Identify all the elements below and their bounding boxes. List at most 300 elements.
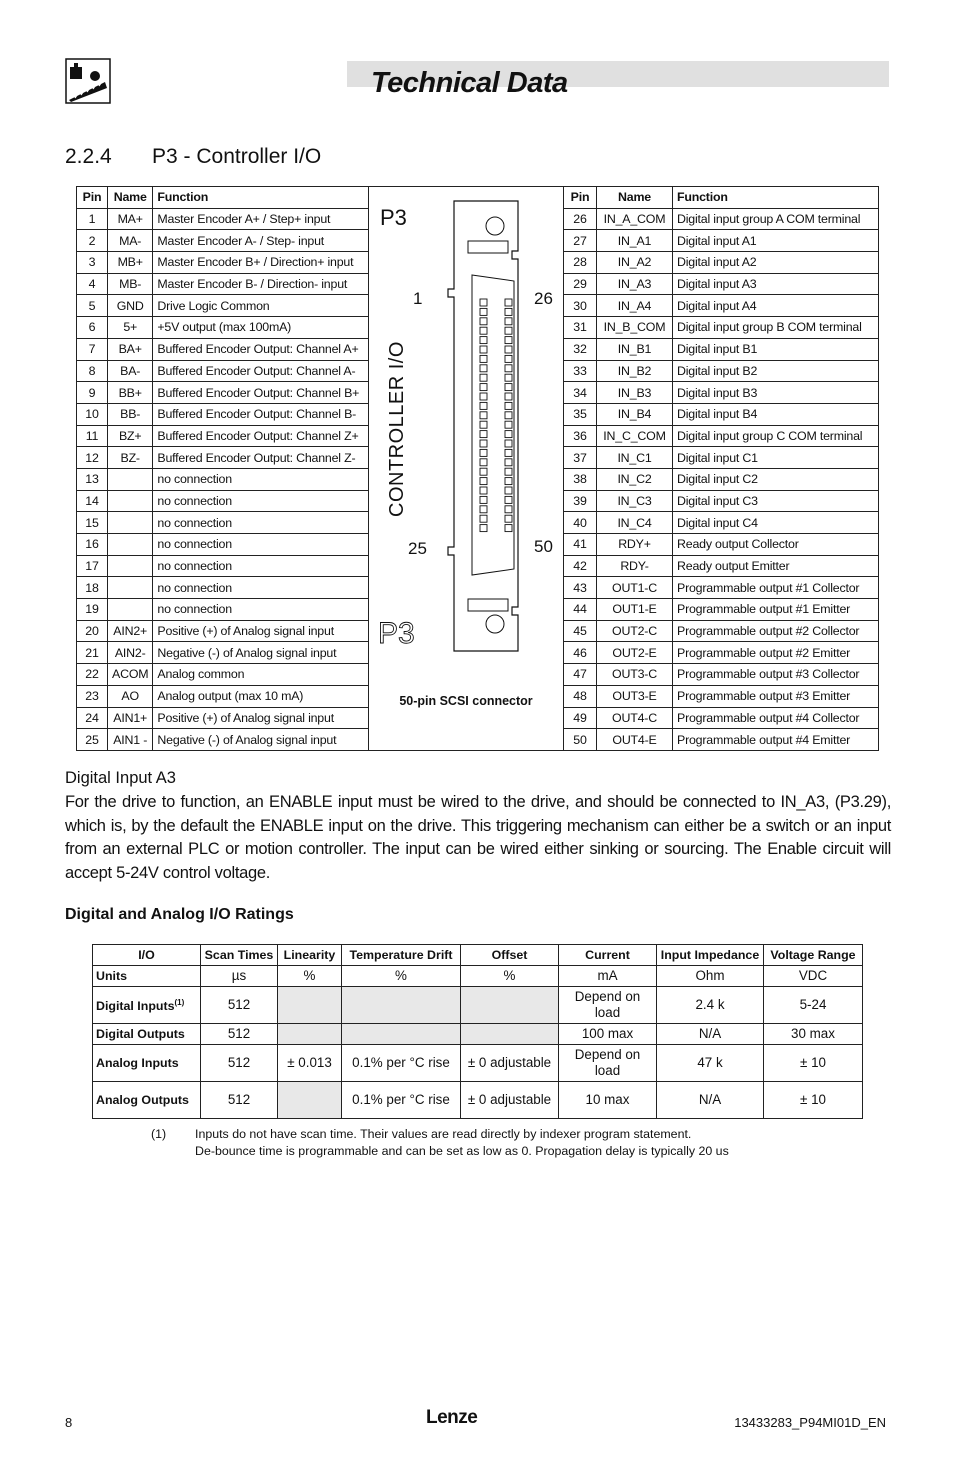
pin-function-cell: Programmable output #2 Emitter (673, 642, 879, 664)
pin-function-cell: Buffered Encoder Output: Channel B+ (153, 382, 369, 404)
pin-number-cell: 48 (564, 685, 597, 707)
cell-scan: 512 (201, 1045, 278, 1082)
table-row (77, 512, 369, 534)
connector-pin-50 (505, 525, 512, 532)
table-row (564, 317, 879, 339)
units-impedance: Ohm (657, 966, 764, 987)
pin-number-cell: 29 (564, 273, 597, 295)
row-label: Analog Inputs (93, 1045, 201, 1082)
pin-name-cell: BB+ (108, 382, 153, 404)
pin-function-cell: no connection (153, 468, 369, 490)
pin-function-cell: Negative (-) of Analog signal input (153, 642, 369, 664)
table-row (564, 382, 879, 404)
pin-function-cell: Digital input C3 (673, 490, 879, 512)
pin-function-cell: Programmable output #4 Emitter (673, 729, 879, 751)
connector-pin-23 (480, 506, 487, 513)
connector-pin-8 (480, 365, 487, 372)
pin-function-cell: no connection (153, 512, 369, 534)
table-row (77, 273, 369, 295)
table-row (564, 403, 879, 425)
units-current: mA (559, 966, 657, 987)
pin-label-1: 1 (413, 289, 423, 308)
pin-name-cell: IN_B2 (597, 360, 673, 382)
col-header-function: Function (673, 187, 879, 209)
connector-pin-32 (505, 355, 512, 362)
cell-linearity (278, 1024, 342, 1045)
pin-function-cell: Digital input B4 (673, 403, 879, 425)
ratings-col-scan: Scan Times (201, 945, 278, 966)
pin-number-cell: 11 (77, 425, 108, 447)
table-row (77, 295, 369, 317)
pin-name-cell: OUT2-E (597, 642, 673, 664)
units-drift: % (342, 966, 461, 987)
pin-number-cell: 39 (564, 490, 597, 512)
table-row (77, 338, 369, 360)
col-header-name: Name (597, 187, 673, 209)
cell-current: 100 max (559, 1024, 657, 1045)
pin-name-cell: IN_B1 (597, 338, 673, 360)
pin-name-cell: OUT3-E (597, 685, 673, 707)
cell-scan: 512 (201, 1082, 278, 1119)
connector-pin-44 (505, 468, 512, 475)
pin-name-cell: IN_B3 (597, 382, 673, 404)
pin-function-cell: Programmable output #3 Collector (673, 664, 879, 686)
table-row (564, 685, 879, 707)
pin-name-cell: IN_A1 (597, 230, 673, 252)
pin-name-cell: IN_C2 (597, 468, 673, 490)
pin-name-cell: MA- (108, 230, 153, 252)
table-row (77, 468, 369, 490)
pin-name-cell (108, 599, 153, 621)
pin-name-cell: GND (108, 295, 153, 317)
connector-pin-29 (505, 327, 512, 334)
pin-function-cell: Digital input B2 (673, 360, 879, 382)
pin-function-cell: no connection (153, 555, 369, 577)
pin-name-cell: IN_C4 (597, 512, 673, 534)
ratings-col-current: Current (559, 945, 657, 966)
connector-pin-9 (480, 374, 487, 381)
pin-name-cell: BZ- (108, 447, 153, 469)
connector-pin-31 (505, 346, 512, 353)
connector-pin-10 (480, 384, 487, 391)
table-row (564, 447, 879, 469)
pin-number-cell: 21 (77, 642, 108, 664)
ratings-col-voltage: Voltage Range (764, 945, 863, 966)
pin-name-cell: IN_A4 (597, 295, 673, 317)
pin-number-cell: 45 (564, 620, 597, 642)
ratings-heading: Digital and Analog I/O Ratings (65, 906, 294, 923)
table-row (77, 729, 369, 751)
pin-name-cell: IN_C1 (597, 447, 673, 469)
table-row (77, 360, 369, 382)
pin-name-cell: RDY- (597, 555, 673, 577)
connector-pin-33 (505, 365, 512, 372)
units-offset: % (461, 966, 559, 987)
pin-function-cell: Buffered Encoder Output: Channel A+ (153, 338, 369, 360)
pin-name-cell: IN_A2 (597, 252, 673, 274)
table-row (77, 252, 369, 274)
pin-function-cell: no connection (153, 534, 369, 556)
pin-function-cell: Buffered Encoder Output: Channel Z+ (153, 425, 369, 447)
pin-function-cell: Digital input group B COM terminal (673, 317, 879, 339)
pin-name-cell: 5+ (108, 317, 153, 339)
ratings-col-offset: Offset (461, 945, 559, 966)
pin-number-cell: 18 (77, 577, 108, 599)
ratings-col-io: I/O (93, 945, 201, 966)
table-row (77, 317, 369, 339)
units-label: Units (93, 966, 201, 987)
pin-function-cell: Digital input C4 (673, 512, 879, 534)
pin-name-cell: IN_B_COM (597, 317, 673, 339)
pin-function-cell: +5V output (max 100mA) (153, 317, 369, 339)
connector-pin-19 (480, 468, 487, 475)
pin-name-cell (108, 555, 153, 577)
digital-input-paragraph: For the drive to function, an ENABLE input must be wired to the drive, and should be connected to IN_A3, (P3.29), which is, by the default the ENABLE input on the drive. This triggering mechanism can either be a switch or an input from an external PLC or motion controller. The input can be wired either sinking or sourcing. The Enable circuit will accept 5-24V control voltage. (65, 793, 891, 882)
pin-name-cell: IN_C3 (597, 490, 673, 512)
pin-number-cell: 47 (564, 664, 597, 686)
pin-number-cell: 33 (564, 360, 597, 382)
pin-number-cell: 9 (77, 382, 108, 404)
pin-function-cell: Master Encoder A+ / Step+ input (153, 208, 369, 230)
pin-number-cell: 35 (564, 403, 597, 425)
pin-name-cell: OUT3-C (597, 664, 673, 686)
pin-number-cell: 8 (77, 360, 108, 382)
cell-offset (461, 987, 559, 1024)
cell-voltage: ± 10 (764, 1045, 863, 1082)
pin-number-cell: 27 (564, 230, 597, 252)
table-row (77, 620, 369, 642)
pin-function-cell: Digital input C2 (673, 468, 879, 490)
table-row (77, 425, 369, 447)
pin-function-cell: Digital input group A COM terminal (673, 208, 879, 230)
table-row (564, 664, 879, 686)
page-title: Technical Data (371, 67, 568, 99)
table-row (77, 577, 369, 599)
connector-pin-13 (480, 412, 487, 419)
connector-pin-48 (505, 506, 512, 513)
pin-number-cell: 2 (77, 230, 108, 252)
connector-pin-45 (505, 478, 512, 485)
section-title: P3 - Controller I/O (152, 145, 322, 168)
connector-vertical-label: CONTROLLER I/O (386, 341, 408, 517)
pin-function-cell: Master Encoder A- / Step- input (153, 230, 369, 252)
pin-function-cell: Digital input A2 (673, 252, 879, 274)
footnote-number: (1) (151, 1127, 167, 1141)
connector-pin-16 (480, 440, 487, 447)
cell-drift (342, 987, 461, 1024)
pin-number-cell: 46 (564, 642, 597, 664)
table-row (77, 534, 369, 556)
table-row (564, 599, 879, 621)
pin-name-cell: ACOM (108, 664, 153, 686)
connector-pin-18 (480, 459, 487, 466)
pin-function-cell: Positive (+) of Analog signal input (153, 707, 369, 729)
cell-current: Depend on load (559, 987, 657, 1024)
pin-number-cell: 26 (564, 208, 597, 230)
table-row (564, 490, 879, 512)
pin-function-cell: Positive (+) of Analog signal input (153, 620, 369, 642)
cell-offset: ± 0 adjustable (461, 1045, 559, 1082)
pin-name-cell (108, 490, 153, 512)
pin-number-cell: 14 (77, 490, 108, 512)
connector-pin-11 (480, 393, 487, 400)
footnote-line-1: Inputs do not have scan time. Their values are read directly by indexer program statement. (195, 1127, 692, 1141)
pin-name-cell: RDY+ (597, 534, 673, 556)
connector-diagram (368, 186, 564, 751)
pin-number-cell: 16 (77, 534, 108, 556)
pin-number-cell: 41 (564, 534, 597, 556)
table-row (564, 577, 879, 599)
pin-name-cell: BB- (108, 403, 153, 425)
units-voltage: VDC (764, 966, 863, 987)
cell-drift (342, 1024, 461, 1045)
pin-name-cell (108, 468, 153, 490)
pin-function-cell: Analog output (max 10 mA) (153, 685, 369, 707)
pin-name-cell: AIN2+ (108, 620, 153, 642)
cell-impedance: 47 k (657, 1045, 764, 1082)
row-label: Digital Outputs (93, 1024, 201, 1045)
section-number: 2.2.4 (65, 145, 112, 168)
pin-function-cell: Digital input C1 (673, 447, 879, 469)
ratings-row-digital-outputs (93, 1024, 863, 1045)
pin-number-cell: 13 (77, 468, 108, 490)
connector-pin-15 (480, 431, 487, 438)
cell-linearity (278, 987, 342, 1024)
connector-pin-26 (505, 299, 512, 306)
pin-function-cell: no connection (153, 599, 369, 621)
connector-pin-5 (480, 337, 487, 344)
row-label (93, 987, 201, 1024)
pin-function-cell: Ready output Collector (673, 534, 879, 556)
table-row (564, 360, 879, 382)
cell-offset: ± 0 adjustable (461, 1082, 559, 1119)
table-row (564, 512, 879, 534)
pin-number-cell: 3 (77, 252, 108, 274)
pin-name-cell: IN_B4 (597, 403, 673, 425)
pin-function-cell: Digital input B3 (673, 382, 879, 404)
connector-pin-6 (480, 346, 487, 353)
pin-name-cell: OUT4-E (597, 729, 673, 751)
pin-number-cell: 24 (77, 707, 108, 729)
pin-number-cell: 15 (77, 512, 108, 534)
table-row (77, 403, 369, 425)
connector-pin-28 (505, 318, 512, 325)
connector-pin-37 (505, 402, 512, 409)
table-row (77, 664, 369, 686)
table-row (77, 555, 369, 577)
pin-name-cell: BA- (108, 360, 153, 382)
table-row (77, 707, 369, 729)
pin-number-cell: 7 (77, 338, 108, 360)
connector-pin-24 (480, 515, 487, 522)
ratings-row-digital-inputs (93, 987, 863, 1024)
connector-pin-41 (505, 440, 512, 447)
pin-number-cell: 44 (564, 599, 597, 621)
pin-number-cell: 4 (77, 273, 108, 295)
connector-pin-46 (505, 487, 512, 494)
pin-function-cell: Master Encoder B+ / Direction+ input (153, 252, 369, 274)
col-header-function: Function (153, 187, 369, 209)
pin-name-cell: IN_C_COM (597, 425, 673, 447)
pin-name-cell: AIN1 - (108, 729, 153, 751)
connector-pin-27 (505, 308, 512, 315)
ratings-col-drift: Temperature Drift (342, 945, 461, 966)
pin-number-cell: 1 (77, 208, 108, 230)
pin-number-cell: 25 (77, 729, 108, 751)
table-row (564, 555, 879, 577)
connector-label: P3 (380, 205, 407, 230)
ratings-row-analog-outputs (93, 1082, 863, 1119)
connector-pin-39 (505, 421, 512, 428)
pin-name-cell (108, 512, 153, 534)
pin-number-cell: 30 (564, 295, 597, 317)
table-row (564, 642, 879, 664)
pin-table-right (563, 186, 879, 751)
pin-number-cell: 40 (564, 512, 597, 534)
cell-voltage: 30 max (764, 1024, 863, 1045)
cell-voltage: ± 10 (764, 1082, 863, 1119)
cell-drift: 0.1% per °C rise (342, 1082, 461, 1119)
pin-label-50: 50 (534, 537, 553, 556)
connector-pin-7 (480, 355, 487, 362)
pin-function-cell: no connection (153, 577, 369, 599)
cell-offset (461, 1024, 559, 1045)
pin-function-cell: Digital input A3 (673, 273, 879, 295)
pin-name-cell: IN_A_COM (597, 208, 673, 230)
ratings-units-row (93, 966, 863, 987)
pin-name-cell: OUT2-C (597, 620, 673, 642)
pin-table-left (76, 186, 369, 751)
pin-function-cell: Drive Logic Common (153, 295, 369, 317)
digital-input-heading: Digital Input A3 (65, 769, 176, 787)
pin-number-cell: 49 (564, 707, 597, 729)
pin-number-cell: 37 (564, 447, 597, 469)
table-row (77, 642, 369, 664)
pin-number-cell: 22 (77, 664, 108, 686)
pin-number-cell: 23 (77, 685, 108, 707)
pin-name-cell: AIN2- (108, 642, 153, 664)
pin-name-cell: BZ+ (108, 425, 153, 447)
pin-function-cell: Ready output Emitter (673, 555, 879, 577)
cell-scan: 512 (201, 1024, 278, 1045)
table-row (77, 230, 369, 252)
table-row (564, 468, 879, 490)
col-header-pin: Pin (77, 187, 108, 209)
table-row (77, 599, 369, 621)
pin-function-cell: Buffered Encoder Output: Channel Z- (153, 447, 369, 469)
pin-number-cell: 12 (77, 447, 108, 469)
row-label: Analog Outputs (93, 1082, 201, 1119)
connector-caption: 50-pin SCSI connector (399, 694, 533, 708)
pin-name-cell: OUT1-E (597, 599, 673, 621)
table-row (564, 707, 879, 729)
pin-number-cell: 43 (564, 577, 597, 599)
cell-linearity: ± 0.013 (278, 1045, 342, 1082)
table-row (77, 490, 369, 512)
connector-pin-4 (480, 327, 487, 334)
connector-pin-17 (480, 449, 487, 456)
cell-drift: 0.1% per °C rise (342, 1045, 461, 1082)
pin-function-cell: Digital input A1 (673, 230, 879, 252)
cell-scan: 512 (201, 987, 278, 1024)
connector-pin-42 (505, 449, 512, 456)
pin-name-cell (108, 534, 153, 556)
table-row (564, 620, 879, 642)
safety-warning-icon (65, 58, 111, 104)
pin-function-cell: Master Encoder B- / Direction- input (153, 273, 369, 295)
connector-pin-22 (480, 496, 487, 503)
table-row (564, 425, 879, 447)
pin-name-cell: OUT4-C (597, 707, 673, 729)
pin-name-cell: MA+ (108, 208, 153, 230)
pin-name-cell: AO (108, 685, 153, 707)
pin-function-cell: Buffered Encoder Output: Channel B- (153, 403, 369, 425)
connector-pin-21 (480, 487, 487, 494)
connector-pin-30 (505, 337, 512, 344)
document-id: 13433283_P94MI01D_EN (734, 1415, 886, 1430)
pin-name-cell: OUT1-C (597, 577, 673, 599)
table-row (77, 382, 369, 404)
pin-name-cell: MB- (108, 273, 153, 295)
pin-function-cell: Programmable output #3 Emitter (673, 685, 879, 707)
table-row (564, 252, 879, 274)
connector-pin-2 (480, 308, 487, 315)
p3-outline-text: P3 (378, 617, 415, 649)
connector-pin-14 (480, 421, 487, 428)
pin-number-cell: 38 (564, 468, 597, 490)
connector-pin-1 (480, 299, 487, 306)
cell-linearity (278, 1082, 342, 1119)
footnote-line-2: De-bounce time is programmable and can be set as low as 0. Propagation delay is typically 20 us (195, 1144, 729, 1158)
pin-label-26: 26 (534, 289, 553, 308)
table-row (564, 273, 879, 295)
pin-number-cell: 36 (564, 425, 597, 447)
pin-number-cell: 42 (564, 555, 597, 577)
connector-pin-38 (505, 412, 512, 419)
pin-function-cell: Digital input group C COM terminal (673, 425, 879, 447)
units-scan: µs (201, 966, 278, 987)
connector-pin-20 (480, 478, 487, 485)
row-label-text: Digital Inputs (96, 999, 175, 1014)
cell-voltage: 5-24 (764, 987, 863, 1024)
pin-number-cell: 28 (564, 252, 597, 274)
pin-name-cell: MB+ (108, 252, 153, 274)
cell-impedance: N/A (657, 1024, 764, 1045)
table-row (564, 534, 879, 556)
table-row (564, 338, 879, 360)
pin-number-cell: 31 (564, 317, 597, 339)
pin-function-cell: no connection (153, 490, 369, 512)
cell-current: Depend on load (559, 1045, 657, 1082)
pin-function-cell: Negative (-) of Analog signal input (153, 729, 369, 751)
connector-pin-40 (505, 431, 512, 438)
pin-function-cell: Programmable output #2 Collector (673, 620, 879, 642)
connector-pin-25 (480, 525, 487, 532)
pin-number-cell: 5 (77, 295, 108, 317)
table-row (77, 685, 369, 707)
pin-function-cell: Programmable output #4 Collector (673, 707, 879, 729)
pin-number-cell: 19 (77, 599, 108, 621)
pin-function-cell: Programmable output #1 Collector (673, 577, 879, 599)
connector-pin-49 (505, 515, 512, 522)
pin-name-cell: BA+ (108, 338, 153, 360)
pin-function-cell: Programmable output #1 Emitter (673, 599, 879, 621)
pin-function-cell: Digital input B1 (673, 338, 879, 360)
cell-current: 10 max (559, 1082, 657, 1119)
table-row (77, 447, 369, 469)
pin-name-cell: AIN1+ (108, 707, 153, 729)
cell-impedance: N/A (657, 1082, 764, 1119)
